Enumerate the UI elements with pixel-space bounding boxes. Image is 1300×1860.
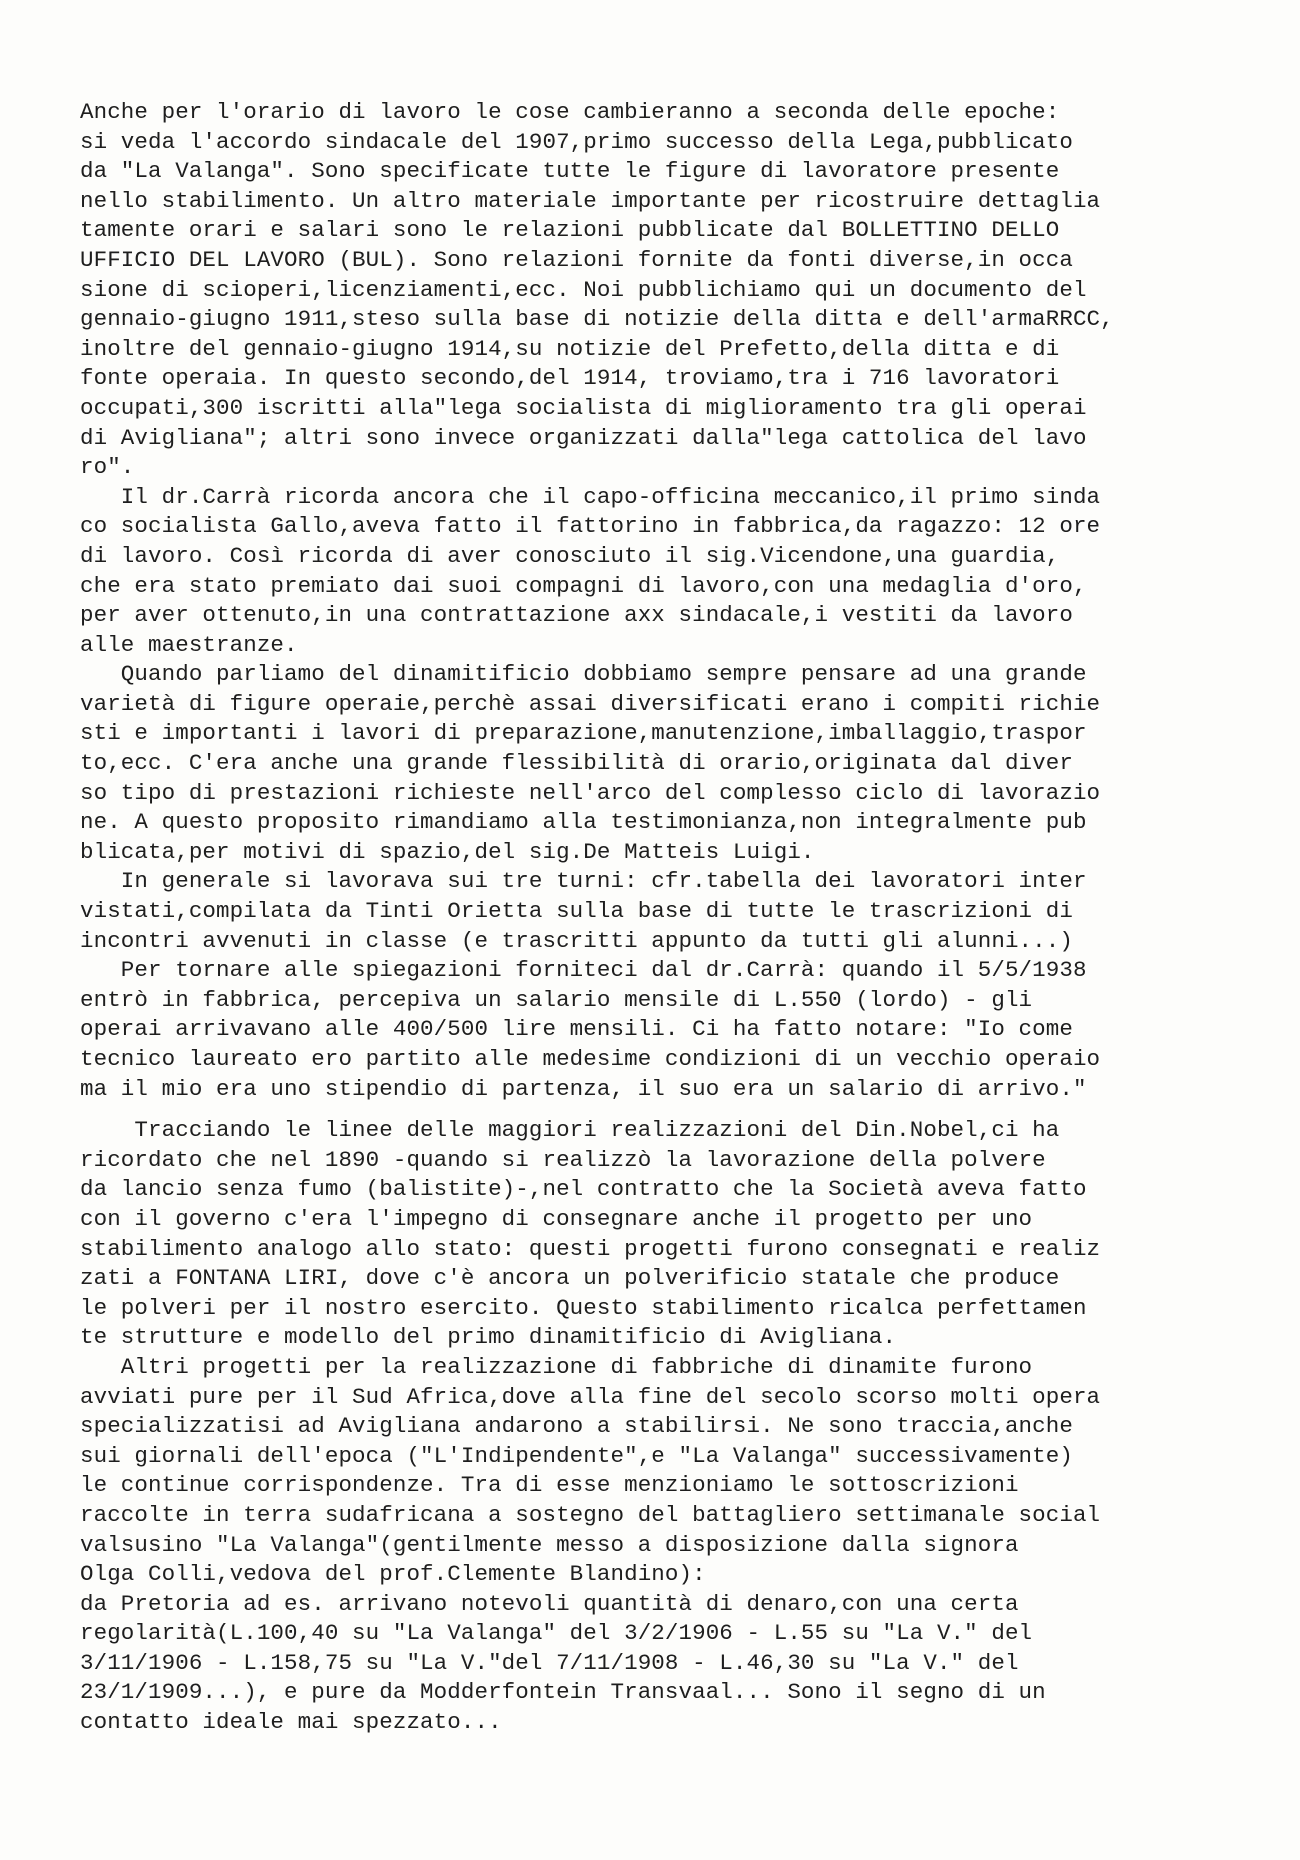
text-line: le polveri per il nostro esercito. Questo stabilimento ricalca perfettamen (80, 1294, 1087, 1321)
text-line: di lavoro. Così ricorda di aver conosciuto il sig.Vicendone,una guardia, (80, 542, 1060, 569)
text-line: regolarità(L.100,40 su "La Valanga" del 3/2/1906 - L.55 su "La V." del (80, 1620, 1033, 1647)
text-line: Olga Colli,vedova del prof.Clemente Blandino): (80, 1561, 706, 1588)
text-line: tecnico laureato ero partito alle medesime condizioni di un vecchio operaio (80, 1046, 1101, 1072)
text-line: avviati pure per il Sud Africa,dove alla fine del secolo scorso molti opera (80, 1383, 1101, 1410)
text-line: da lancio senza fumo (balistite)-,nel contratto che la Società aveva fatto (80, 1176, 1087, 1203)
text-line: te strutture e modello del primo dinamitificio di Avigliana. (80, 1324, 897, 1351)
text-line: nello stabilimento. Un altro materiale importante per ricostruire dettaglia (80, 187, 1101, 214)
text-line: ricordato che nel 1890 -quando si realizzò la lavorazione della polvere (80, 1146, 1046, 1173)
text-line: le continue corrispondenze. Tra di esse menzioniamo le sottoscrizioni (80, 1472, 1019, 1499)
text-line: so tipo di prestazioni richieste nell'arco del complesso ciclo di lavorazio (80, 779, 1101, 806)
text-line: vistati,compilata da Tinti Orietta sulla base di tutte le trascrizioni di (80, 898, 1073, 925)
text-line: con il governo c'era l'impegno di consegnare anche il progetto per uno (80, 1205, 1033, 1232)
text-line: occupati,300 iscritti alla"lega socialista di miglioramento tra gli operai (80, 394, 1087, 421)
text-line: Quando parliamo del dinamitificio dobbiamo sempre pensare ad una grande (80, 661, 1087, 688)
text-line: Anche per l'orario di lavoro le cose cambieranno a seconda delle epoche: (80, 99, 1060, 125)
text-line: valsusino "La Valanga"(gentilmente messo a disposizione dalla signora (80, 1531, 1019, 1558)
text-line: varietà di figure operaie,perchè assai diversificati erano i compiti richie (80, 690, 1101, 717)
document-body (80, 98, 1230, 1738)
text-line: ma il mio era uno stipendio di partenza, il suo era un salario di arrivo." (80, 1075, 1087, 1102)
text-line: In generale si lavorava sui tre turni: cfr.tabella dei lavoratori inter (80, 868, 1087, 895)
text-line: alle maestranze. (80, 631, 298, 658)
paragraph-gap (80, 1104, 1230, 1116)
text-line: sione di scioperi,licenziamenti,ecc. Noi pubblichiamo qui un documento del (80, 276, 1087, 303)
text-line: incontri avvenuti in classe (e trascritti appunto da tutti gli alunni...) (80, 927, 1073, 954)
text-line: per aver ottenuto,in una contrattazione axx sindacale,i vestiti da lavoro (80, 602, 1073, 629)
text-line: raccolte in terra sudafricana a sostegno del battagliero settimanale social (80, 1501, 1101, 1528)
text-line: contatto ideale mai spezzato... (80, 1709, 502, 1736)
text-line: entrò in fabbrica, percepiva un salario mensile di L.550 (lordo) - gli (80, 986, 1033, 1013)
text-line: tamente orari e salari sono le relazioni pubblicate dal BOLLETTINO DELLO (80, 217, 1060, 244)
text-line: gennaio-giugno 1911,steso sulla base di notizie della ditta e dell'armaRRCC, (80, 306, 1114, 333)
text-line: fonte operaia. In questo secondo,del 1914, troviamo,tra i 716 lavoratori (80, 365, 1060, 392)
text-line: ro". (80, 454, 135, 481)
text-line: operai arrivavano alle 400/500 lire mensili. Ci ha fatto notare: "Io come (80, 1016, 1073, 1043)
text-line: si veda l'accordo sindacale del 1907,primo successo della Lega,pubblicato (80, 128, 1073, 155)
text-line: sti e importanti i lavori di preparazione,manutenzione,imballaggio,traspor (80, 720, 1087, 747)
text-line: sui giornali dell'epoca ("L'Indipendente",e "La Valanga" successivamente) (80, 1442, 1073, 1469)
text-line: di Avigliana"; altri sono invece organizzati dalla"lega cattolica del lavo (80, 424, 1087, 451)
text-line: stabilimento analogo allo stato: questi progetti furono consegnati e realiz (80, 1235, 1101, 1262)
text-line: specializzatisi ad Avigliana andarono a stabilirsi. Ne sono traccia,anche (80, 1413, 1073, 1440)
text-line: da "La Valanga". Sono specificate tutte le figure di lavoratore presente (80, 158, 1060, 185)
text-line: Tracciando le linee delle maggiori realizzazioni del Din.Nobel,ci ha (80, 1117, 1060, 1144)
text-line: UFFICIO DEL LAVORO (BUL). Sono relazioni fornite da fonti diverse,in occa (80, 246, 1073, 273)
text-line: to,ecc. C'era anche una grande flessibilità di orario,originata dal diver (80, 750, 1073, 777)
text-line: Per tornare alle spiegazioni forniteci dal dr.Carrà: quando il 5/5/1938 (80, 957, 1087, 984)
text-line: zati a FONTANA LIRI, dove c'è ancora un polverificio statale che produce (80, 1265, 1060, 1292)
text-line: 23/1/1909...), e pure da Modderfontein Transvaal... Sono il segno di un (80, 1679, 1046, 1706)
text-line: ne. A questo proposito rimandiamo alla testimonianza,non integralmente pub (80, 809, 1087, 836)
text-line: Altri progetti per la realizzazione di fabbriche di dinamite furono (80, 1353, 1033, 1380)
text-line: 3/11/1906 - L.158,75 su "La V."del 7/11/1908 - L.46,30 su "La V." del (80, 1649, 1019, 1676)
text-line: da Pretoria ad es. arrivano notevoli quantità di denaro,con una certa (80, 1590, 1019, 1617)
text-line: Il dr.Carrà ricorda ancora che il capo-officina meccanico,il primo sinda (80, 483, 1101, 510)
text-line: co socialista Gallo,aveva fatto il fattorino in fabbrica,da ragazzo: 12 ore (80, 513, 1101, 540)
text-line: blicata,per motivi di spazio,del sig.De Matteis Luigi. (80, 838, 815, 865)
text-line: inoltre del gennaio-giugno 1914,su notizie del Prefetto,della ditta e di (80, 335, 1060, 362)
text-line: che era stato premiato dai suoi compagni di lavoro,con una medaglia d'oro, (80, 572, 1087, 599)
